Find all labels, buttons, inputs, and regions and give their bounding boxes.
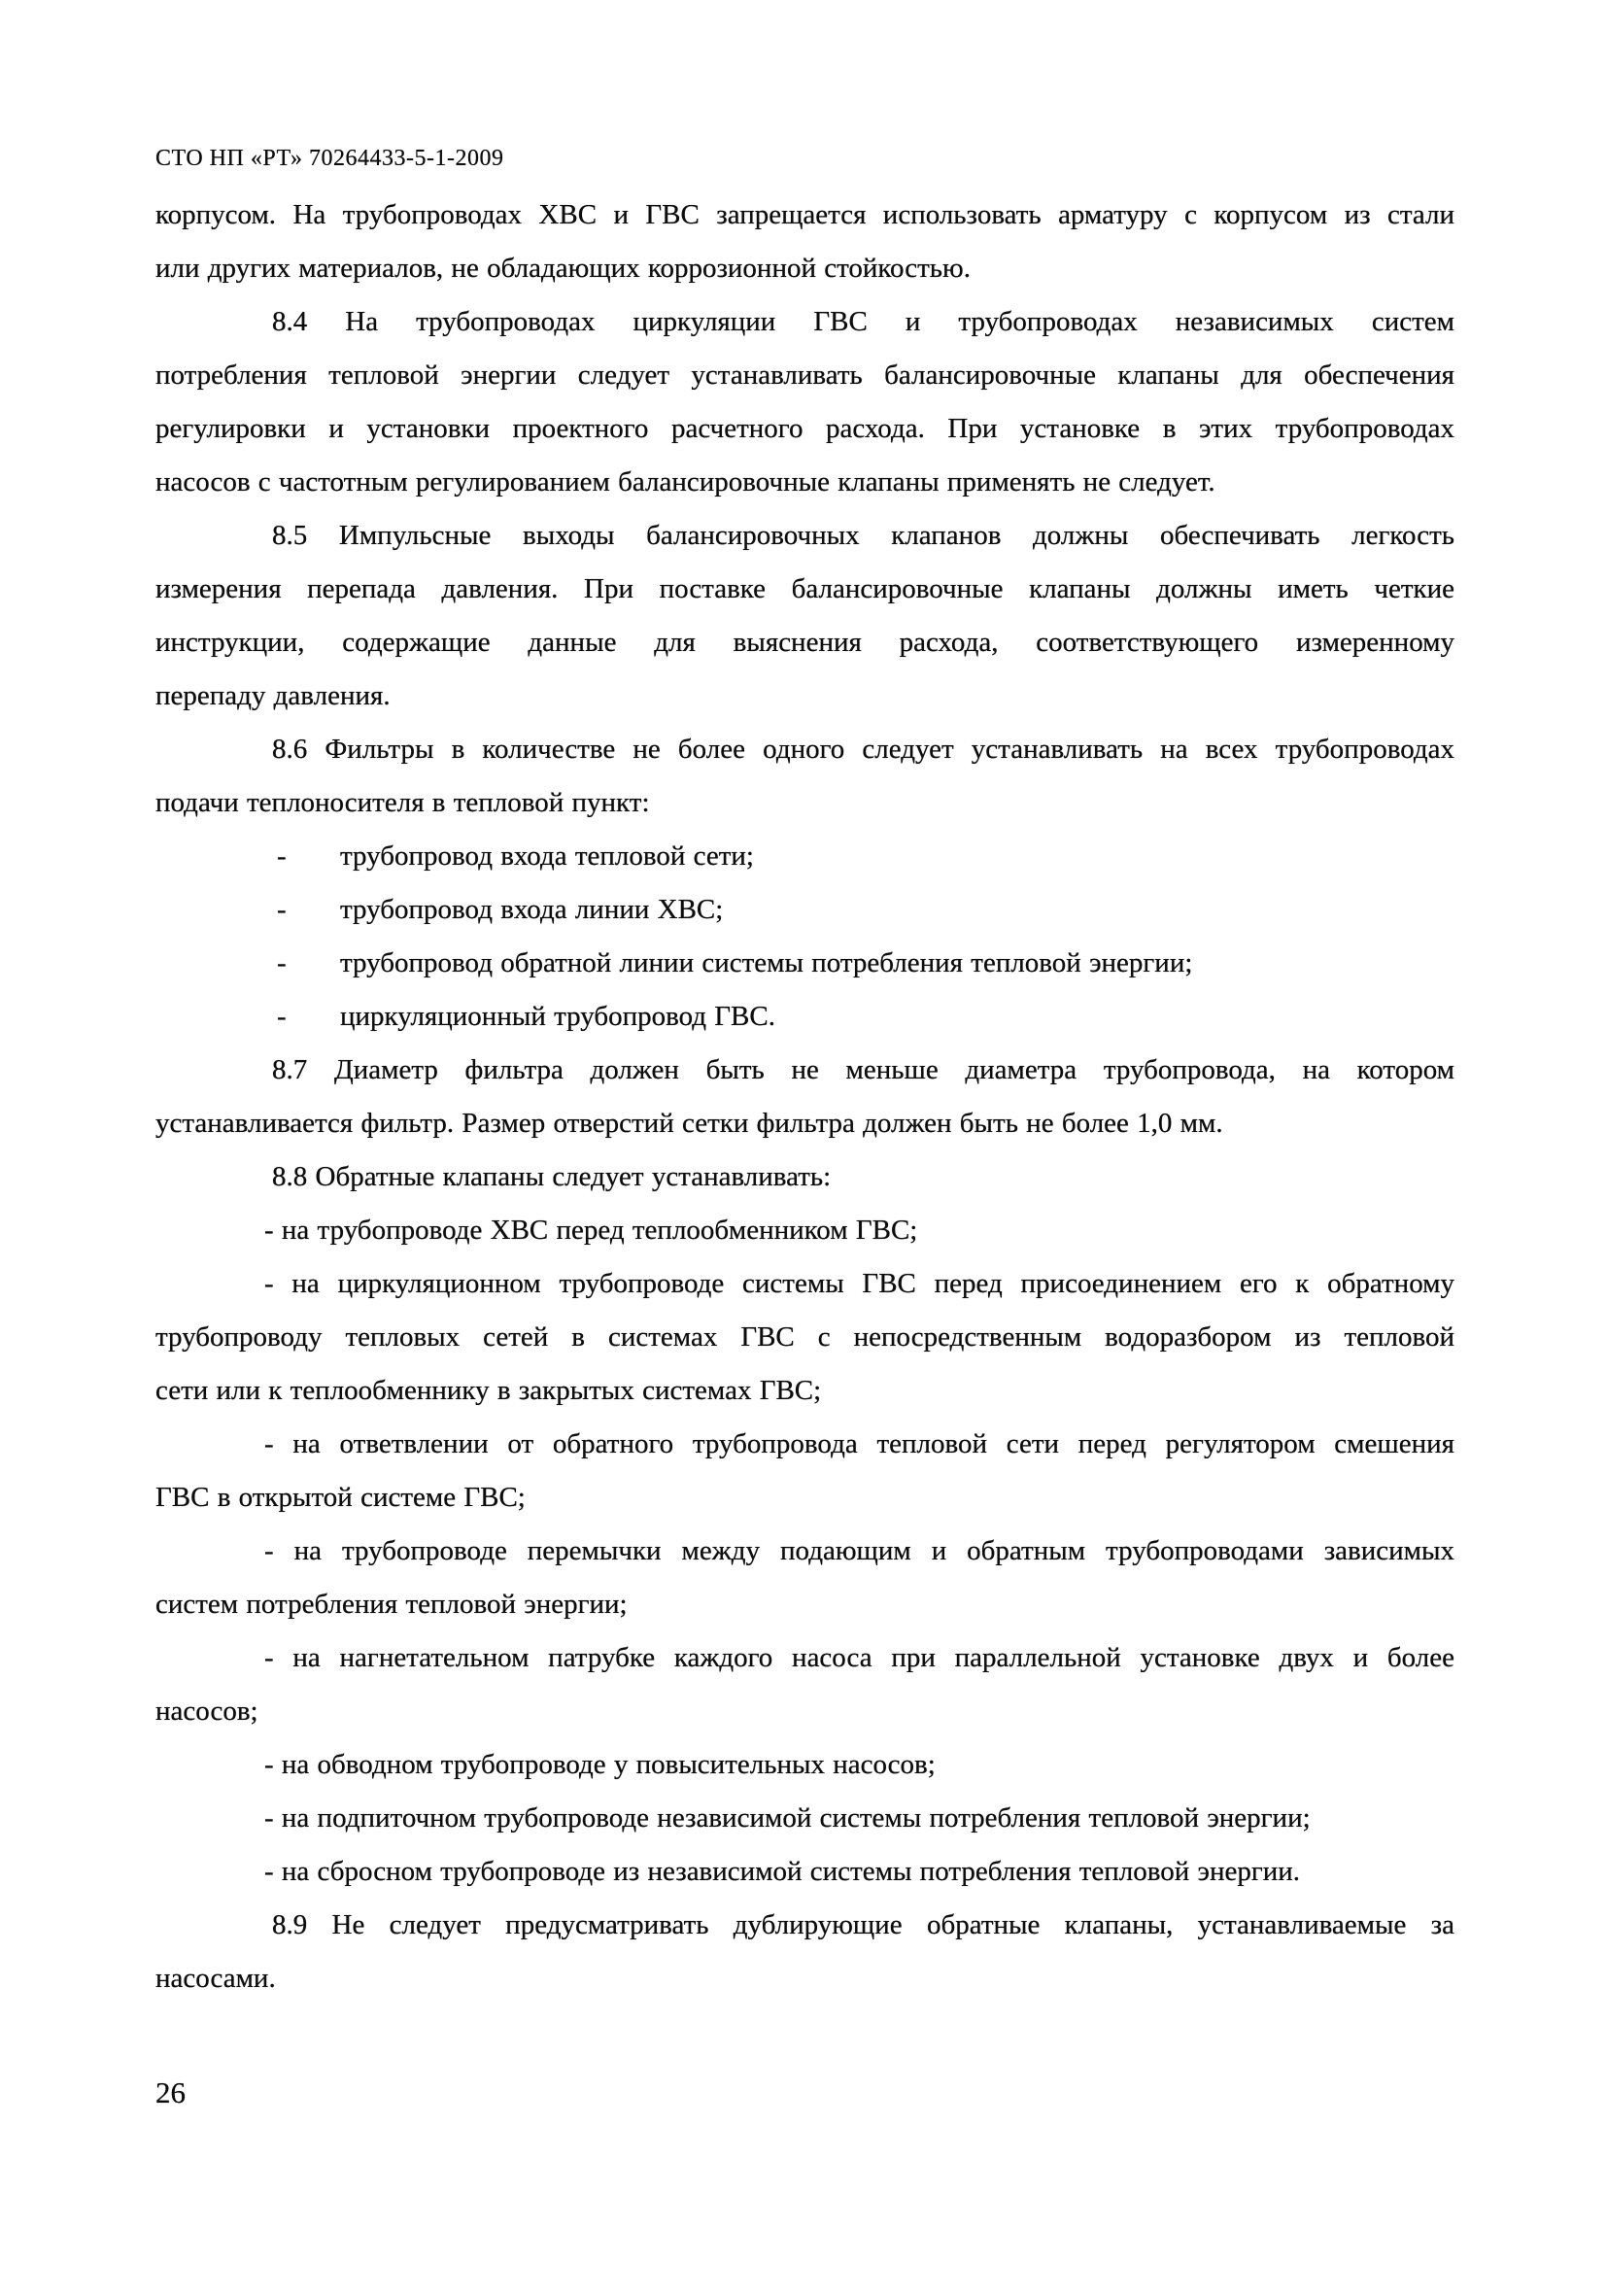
document-designation: СТО НП «РТ» 70264433-5-1-2009 xyxy=(155,146,504,171)
text-line: насосов; xyxy=(155,1696,258,1727)
paragraph xyxy=(155,509,1454,723)
paragraph xyxy=(155,937,1454,990)
text-line: систем потребления тепловой энергии; xyxy=(155,1589,628,1620)
document-body xyxy=(155,188,1454,2005)
text-line: насосов с частотным регулированием балансировочные клапаны применять не следует. xyxy=(155,466,1215,497)
paragraph xyxy=(155,1631,1454,1738)
paragraph xyxy=(155,1204,1454,1257)
text-line: - на сбросном трубопроводе из независимой системы потребления тепловой энергии. xyxy=(264,1856,1301,1887)
text-line: трубопроводу тепловых сетей в системах ГВС с непосредственным водоразбором из тепловой xyxy=(155,1321,1454,1353)
text-line: 8.5 Импульсные выходы балансировочных клапанов должны обеспечивать легкость xyxy=(272,520,1454,551)
text-line: регулировки и установки проектного расчетного расхода. При установке в этих трубопроводах xyxy=(155,413,1454,444)
bullet-dash: - xyxy=(277,894,287,925)
bullet-text: трубопровод обратной линии системы потребления тепловой энергии; xyxy=(340,947,1193,978)
bullet-text: трубопровод входа тепловой сети; xyxy=(340,840,754,872)
paragraph xyxy=(155,1257,1454,1418)
paragraph xyxy=(155,1525,1454,1631)
page-number: 26 xyxy=(155,2075,186,2109)
text-line: 8.9 Не следует предусматривать дублирующие обратные клапаны, устанавливаемые за xyxy=(272,1909,1454,1940)
paragraph xyxy=(155,723,1454,830)
text-line: измерения перепада давления. При поставке балансировочные клапаны должны иметь четкие xyxy=(155,573,1454,604)
text-line: - на трубопроводе перемычки между подающим и обратным трубопроводами зависимых xyxy=(264,1535,1454,1566)
text-line: - на трубопроводе ХВС перед теплообменником ГВС; xyxy=(264,1215,918,1246)
text-line xyxy=(155,990,1454,1044)
paragraph xyxy=(155,830,1454,883)
text-line xyxy=(155,830,1454,883)
text-line: 8.4 На трубопроводах циркуляции ГВС и трубопроводах независимых систем xyxy=(272,306,1454,337)
paragraph xyxy=(155,883,1454,937)
bullet-dash: - xyxy=(277,947,287,978)
paragraph xyxy=(155,295,1454,509)
bullet-text: трубопровод входа линии ХВС; xyxy=(340,894,724,925)
text-line: 8.8 Обратные клапаны следует устанавливать: xyxy=(272,1161,832,1192)
text-line: устанавливается фильтр. Размер отверстий сетки фильтра должен быть не более 1,0 мм. xyxy=(155,1108,1223,1139)
bullet-dash: - xyxy=(277,840,287,872)
text-line: подачи теплоносителя в тепловой пункт: xyxy=(155,787,650,818)
text-line xyxy=(155,937,1454,990)
text-line: потребления тепловой энергии следует устанавливать балансировочные клапаны для обеспечения xyxy=(155,360,1454,391)
paragraph xyxy=(155,1418,1454,1525)
text-line xyxy=(155,883,1454,937)
bullet-text: циркуляционный трубопровод ГВС. xyxy=(340,1001,775,1032)
paragraph xyxy=(155,990,1454,1044)
text-line: корпусом. На трубопроводах ХВС и ГВС запрещается использовать арматуру с корпусом из стали xyxy=(155,199,1454,230)
paragraph xyxy=(155,1792,1454,1845)
paragraph xyxy=(155,1899,1454,2005)
text-line: инструкции, содержащие данные для выяснения расхода, соответствующего измеренному xyxy=(155,627,1454,658)
text-line: или других материалов, не обладающих коррозионной стойкостью. xyxy=(155,253,971,284)
paragraph xyxy=(155,188,1454,295)
text-line: ГВС в открытой системе ГВС; xyxy=(155,1482,526,1513)
text-line: - на ответвлении от обратного трубопровода тепловой сети перед регулятором смешения xyxy=(264,1428,1454,1459)
text-line: 8.6 Фильтры в количестве не более одного следует устанавливать на всех трубопроводах xyxy=(272,734,1454,765)
paragraph xyxy=(155,1150,1454,1204)
text-line: - на циркуляционном трубопроводе системы ГВС перед присоединением его к обратному xyxy=(264,1268,1454,1299)
text-line: - на нагнетательном патрубке каждого насоса при параллельной установке двух и более xyxy=(264,1642,1454,1673)
bullet-dash: - xyxy=(277,1001,287,1032)
paragraph xyxy=(155,1044,1454,1150)
paragraph xyxy=(155,1845,1454,1899)
text-line: сети или к теплообменнику в закрытых системах ГВС; xyxy=(155,1375,822,1406)
paragraph xyxy=(155,1738,1454,1792)
text-line: - на обводном трубопроводе у повысительных насосов; xyxy=(264,1749,936,1780)
text-line: - на подпиточном трубопроводе независимой системы потребления тепловой энергии; xyxy=(264,1802,1311,1833)
text-line: перепаду давления. xyxy=(155,680,391,711)
text-line: 8.7 Диаметр фильтра должен быть не меньше диаметра трубопровода, на котором xyxy=(272,1054,1454,1085)
text-line: насосами. xyxy=(155,1963,276,1994)
